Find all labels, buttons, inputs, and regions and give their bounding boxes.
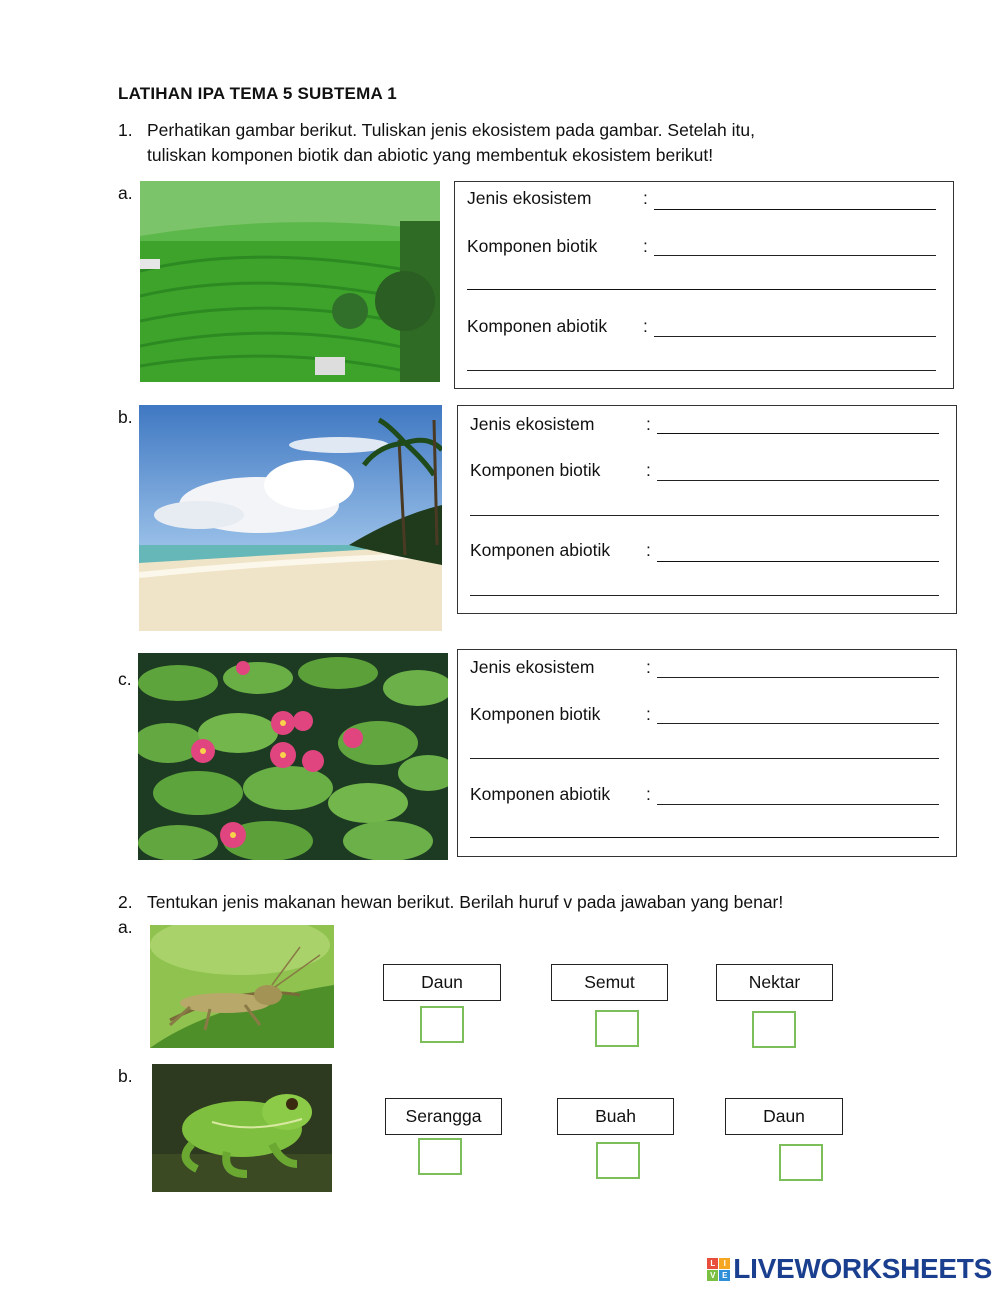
colon: : [643,188,648,208]
answer-line-abiotik-2[interactable] [467,370,936,371]
komponen-biotik-label: Komponen biotik [470,460,601,480]
komponen-biotik-label: Komponen biotik [467,236,598,256]
item-b-letter: b. [118,407,133,427]
colon: : [646,460,651,480]
checkbox-daun[interactable] [420,1006,464,1043]
jenis-ekosistem-label: Jenis ekosistem [470,657,595,677]
checkbox-buah[interactable] [596,1142,640,1179]
rice-terrace-photo [140,181,440,382]
colon: : [643,236,648,256]
checkbox-semut[interactable] [595,1010,639,1047]
logo-text: LIVEWORKSHEETS [733,1253,992,1284]
question-2-text: Tentukan jenis makanan hewan berikut. Berilah huruf v pada jawaban yang benar! [147,892,784,912]
lotus-pond-photo [138,653,448,860]
answer-line-biotik-2[interactable] [467,289,936,290]
answer-line-jenis[interactable] [654,209,936,210]
colon: : [646,657,651,677]
komponen-abiotik-label: Komponen abiotik [470,540,611,560]
colon: : [646,784,651,804]
item-2a-letter: a. [118,917,133,937]
option-serangga: Serangga [385,1098,502,1135]
frog-photo [152,1064,332,1192]
answer-box-c [457,649,957,857]
answer-line-abiotik[interactable] [657,804,939,805]
answer-box-b [457,405,957,614]
question-1-number: 1. [118,120,133,140]
checkbox-daun-2[interactable] [779,1144,823,1181]
answer-line-jenis[interactable] [657,433,939,434]
item-2b-letter: b. [118,1066,133,1086]
answer-line-biotik[interactable] [657,480,939,481]
answer-line-biotik[interactable] [654,255,936,256]
logo-letter: I [719,1258,730,1269]
question-1-line-2: tuliskan komponen biotik dan abiotic yang membentuk ekosistem berikut! [147,145,714,165]
worksheet-title: LATIHAN IPA TEMA 5 SUBTEMA 1 [118,84,397,103]
question-1-line-1: Perhatikan gambar berikut. Tuliskan jenis ekosistem pada gambar. Setelah itu, [147,120,755,140]
komponen-abiotik-label: Komponen abiotik [467,316,608,336]
answer-line-jenis[interactable] [657,677,939,678]
checkbox-serangga[interactable] [418,1138,462,1175]
jenis-ekosistem-label: Jenis ekosistem [467,188,592,208]
answer-box-a [454,181,954,389]
option-semut: Semut [551,964,668,1001]
answer-line-biotik[interactable] [657,723,939,724]
option-buah: Buah [557,1098,674,1135]
answer-line-abiotik[interactable] [654,336,936,337]
answer-line-abiotik[interactable] [657,561,939,562]
komponen-abiotik-label: Komponen abiotik [470,784,611,804]
colon: : [646,540,651,560]
answer-line-biotik-2[interactable] [470,758,939,759]
item-c-letter: c. [118,669,132,689]
item-a-letter: a. [118,183,133,203]
beach-photo [139,405,442,631]
colon: : [646,414,651,434]
answer-line-abiotik-2[interactable] [470,595,939,596]
option-nektar: Nektar [716,964,833,1001]
liveworksheets-logo[interactable] [707,1253,992,1285]
komponen-biotik-label: Komponen biotik [470,704,601,724]
answer-line-biotik-2[interactable] [470,515,939,516]
answer-line-abiotik-2[interactable] [470,837,939,838]
colon: : [643,316,648,336]
grasshopper-photo [150,925,334,1048]
jenis-ekosistem-label: Jenis ekosistem [470,414,595,434]
logo-letter: V [707,1270,718,1281]
colon: : [646,704,651,724]
logo-letter: E [719,1270,730,1281]
option-daun-2: Daun [725,1098,843,1135]
question-2-number: 2. [118,892,133,912]
logo-letter: L [707,1258,718,1269]
logo-blocks-icon [707,1258,730,1281]
option-daun: Daun [383,964,501,1001]
checkbox-nektar[interactable] [752,1011,796,1048]
